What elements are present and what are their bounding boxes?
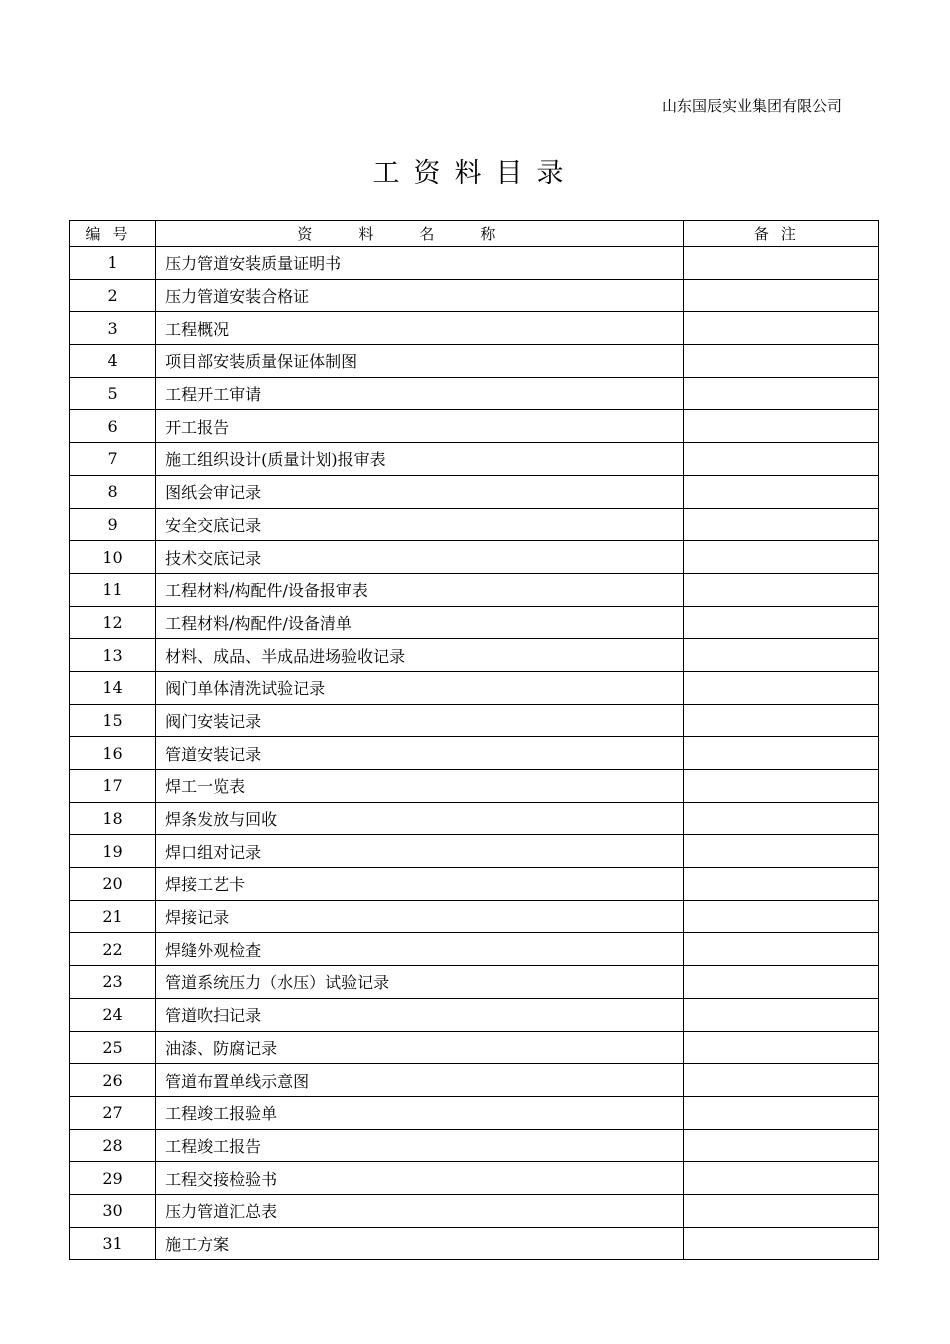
row-number: 4 (70, 345, 156, 378)
row-document-name: 管道布置单线示意图 (156, 1064, 684, 1097)
row-number: 24 (70, 998, 156, 1031)
row-document-name: 压力管道安装质量证明书 (156, 247, 684, 280)
row-number: 3 (70, 312, 156, 345)
row-remark (683, 1031, 878, 1064)
row-document-name: 图纸会审记录 (156, 475, 684, 508)
row-document-name: 技术交底记录 (156, 541, 684, 574)
table-row (70, 1162, 879, 1195)
row-number: 15 (70, 704, 156, 737)
row-remark (683, 1096, 878, 1129)
row-document-name: 施工组织设计(质量计划)报审表 (156, 443, 684, 476)
row-remark (683, 1162, 878, 1195)
row-document-name: 焊缝外观检查 (156, 933, 684, 966)
row-number: 9 (70, 508, 156, 541)
row-remark (683, 312, 878, 345)
row-remark (683, 508, 878, 541)
table-row (70, 1064, 879, 1097)
row-remark (683, 966, 878, 999)
row-document-name: 焊口组对记录 (156, 835, 684, 868)
row-remark (683, 247, 878, 280)
row-remark (683, 1064, 878, 1097)
row-number: 21 (70, 900, 156, 933)
table-row (70, 443, 879, 476)
row-number: 29 (70, 1162, 156, 1195)
table-row (70, 933, 879, 966)
table-row (70, 541, 879, 574)
row-remark (683, 443, 878, 476)
row-document-name: 工程竣工报验单 (156, 1096, 684, 1129)
table-row (70, 704, 879, 737)
row-remark (683, 868, 878, 901)
row-remark (683, 802, 878, 835)
table-row (70, 1129, 879, 1162)
company-name: 山东国辰实业集团有限公司 (661, 97, 842, 115)
row-document-name: 油漆、防腐记录 (156, 1031, 684, 1064)
row-remark (683, 770, 878, 803)
row-document-name: 安全交底记录 (156, 508, 684, 541)
table-row (70, 410, 879, 443)
row-remark (683, 1227, 878, 1260)
table-header-row (70, 221, 879, 247)
row-document-name: 焊工一览表 (156, 770, 684, 803)
table-row (70, 508, 879, 541)
row-document-name: 阀门单体清洗试验记录 (156, 671, 684, 704)
row-remark (683, 671, 878, 704)
table-row (70, 770, 879, 803)
row-number: 27 (70, 1096, 156, 1129)
row-remark (683, 1129, 878, 1162)
table-row (70, 377, 879, 410)
table-row (70, 966, 879, 999)
document-catalog-table (69, 220, 879, 1260)
row-document-name: 工程概况 (156, 312, 684, 345)
table-row (70, 998, 879, 1031)
row-remark (683, 900, 878, 933)
row-remark (683, 704, 878, 737)
header-number: 编号 (70, 221, 156, 247)
row-remark (683, 345, 878, 378)
row-document-name: 焊条发放与回收 (156, 802, 684, 835)
row-document-name: 项目部安装质量保证体制图 (156, 345, 684, 378)
table-row (70, 606, 879, 639)
row-document-name: 工程材料/构配件/设备清单 (156, 606, 684, 639)
document-title: 工资料目录 (372, 158, 578, 189)
row-number: 20 (70, 868, 156, 901)
table-row (70, 1194, 879, 1227)
header-remark: 备注 (683, 221, 878, 247)
row-document-name: 焊接记录 (156, 900, 684, 933)
row-number: 30 (70, 1194, 156, 1227)
row-remark (683, 377, 878, 410)
row-number: 12 (70, 606, 156, 639)
row-number: 14 (70, 671, 156, 704)
row-number: 1 (70, 247, 156, 280)
row-number: 13 (70, 639, 156, 672)
row-remark (683, 933, 878, 966)
table-row (70, 835, 879, 868)
row-document-name: 工程开工审请 (156, 377, 684, 410)
row-document-name: 开工报告 (156, 410, 684, 443)
row-number: 23 (70, 966, 156, 999)
row-number: 2 (70, 279, 156, 312)
row-document-name: 工程材料/构配件/设备报审表 (156, 573, 684, 606)
row-remark (683, 1194, 878, 1227)
table-row (70, 312, 879, 345)
row-remark (683, 475, 878, 508)
row-number: 10 (70, 541, 156, 574)
table-row (70, 737, 879, 770)
table-row (70, 671, 879, 704)
row-number: 28 (70, 1129, 156, 1162)
header-name: 资料名称 (156, 221, 684, 247)
table-row (70, 573, 879, 606)
row-document-name: 管道系统压力（水压）试验记录 (156, 966, 684, 999)
row-number: 5 (70, 377, 156, 410)
row-number: 19 (70, 835, 156, 868)
row-number: 31 (70, 1227, 156, 1260)
table-row (70, 475, 879, 508)
row-number: 16 (70, 737, 156, 770)
row-remark (683, 639, 878, 672)
table-row (70, 1031, 879, 1064)
row-document-name: 压力管道安装合格证 (156, 279, 684, 312)
row-number: 25 (70, 1031, 156, 1064)
row-number: 8 (70, 475, 156, 508)
row-number: 18 (70, 802, 156, 835)
table-row (70, 1096, 879, 1129)
table-row (70, 639, 879, 672)
row-document-name: 管道吹扫记录 (156, 998, 684, 1031)
row-remark (683, 541, 878, 574)
table-row (70, 900, 879, 933)
row-remark (683, 410, 878, 443)
row-remark (683, 279, 878, 312)
table-row (70, 279, 879, 312)
row-document-name: 管道安装记录 (156, 737, 684, 770)
row-number: 17 (70, 770, 156, 803)
table-body (70, 247, 879, 1260)
row-remark (683, 573, 878, 606)
row-remark (683, 737, 878, 770)
row-document-name: 工程竣工报告 (156, 1129, 684, 1162)
row-document-name: 阀门安装记录 (156, 704, 684, 737)
row-number: 6 (70, 410, 156, 443)
row-document-name: 施工方案 (156, 1227, 684, 1260)
row-number: 22 (70, 933, 156, 966)
row-document-name: 焊接工艺卡 (156, 868, 684, 901)
row-number: 11 (70, 573, 156, 606)
table-row (70, 868, 879, 901)
table-row (70, 802, 879, 835)
row-remark (683, 606, 878, 639)
row-remark (683, 998, 878, 1031)
row-document-name: 材料、成品、半成品进场验收记录 (156, 639, 684, 672)
table-row (70, 345, 879, 378)
row-document-name: 工程交接检验书 (156, 1162, 684, 1195)
row-number: 26 (70, 1064, 156, 1097)
row-document-name: 压力管道汇总表 (156, 1194, 684, 1227)
row-remark (683, 835, 878, 868)
table-row (70, 247, 879, 280)
table-row (70, 1227, 879, 1260)
row-number: 7 (70, 443, 156, 476)
